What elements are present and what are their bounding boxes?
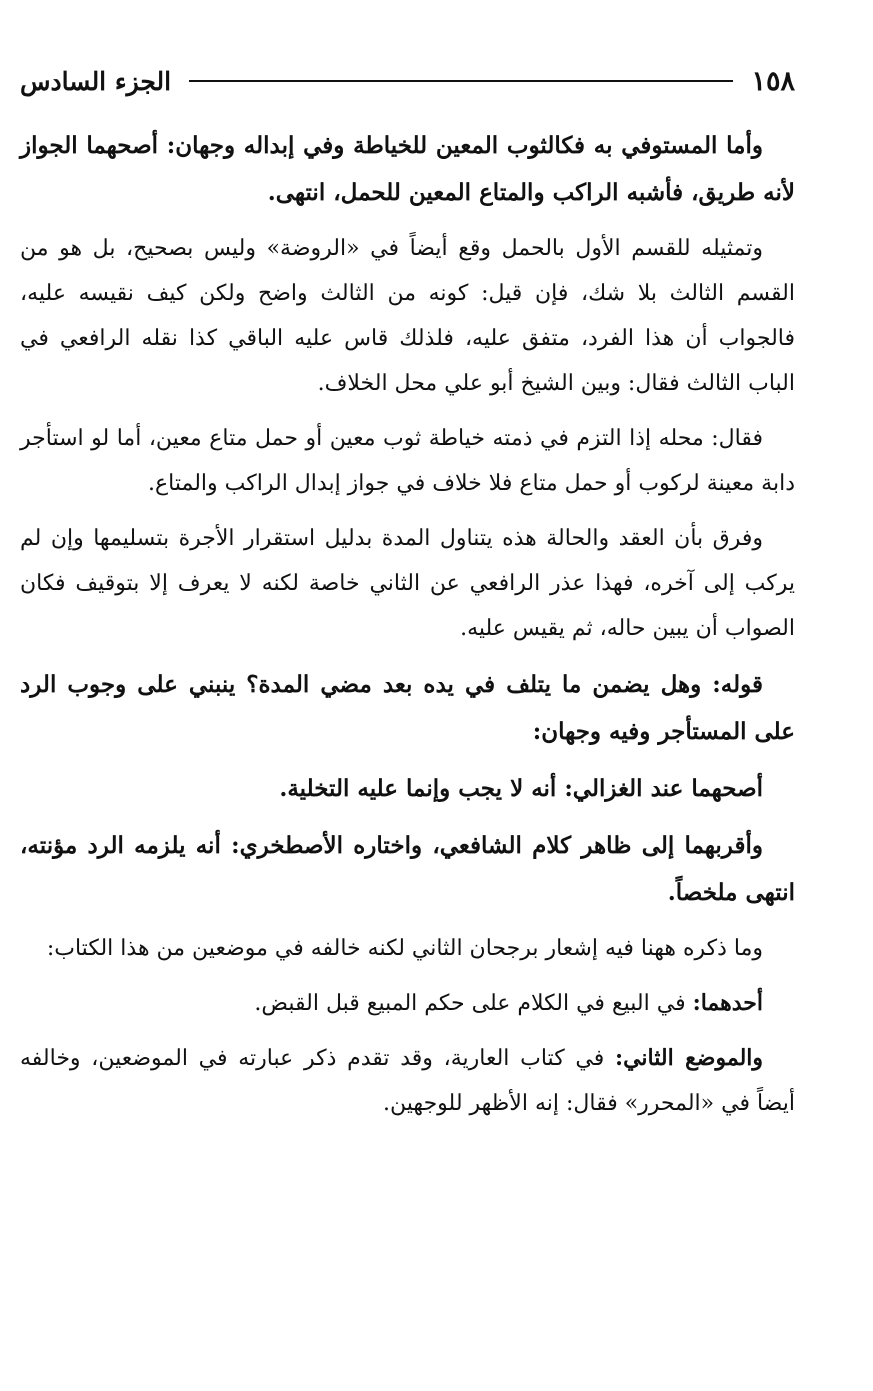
page-number: ١٥٨: [751, 65, 795, 97]
paragraph-text: في البيع في الكلام على حكم المبيع قبل القبض.: [254, 991, 693, 1016]
paragraph-lead: والموضع الثاني:: [614, 1045, 764, 1071]
header-rule: [189, 80, 733, 82]
paragraph-text: وأما المستوفي به فكالثوب المعين للخياطة وفي إبداله وجهان: أصحهما الجواز لأنه طريق، فأشبه الراكب والمتاع المعين للحمل، انتهى.: [20, 132, 795, 206]
paragraph: [20, 765, 795, 812]
paragraph-text: في كتاب العارية، وقد تقدم ذكر عبارته في الموضعين، وخالفه أيضاً في «المحرر» فقال: إنه الأظهر للوجهين.: [20, 1046, 795, 1116]
running-title: الجزء السادس: [20, 66, 172, 96]
paragraph-text: وأقربهما إلى ظاهر كلام الشافعي، واختاره الأصطخري: أنه يلزمه الرد مؤنته، انتهى ملخصاً.: [20, 832, 795, 906]
paragraph: [20, 516, 795, 651]
paragraph-text: أصحهما عند الغزالي: أنه لا يجب وإنما عليه التخلية.: [279, 775, 763, 802]
page-body: [20, 122, 795, 1126]
paragraph-text: وفرق بأن العقد والحالة هذه يتناول المدة بدليل استقرار الأجرة بتسليمها وإن لم يركب إلى آخره، فهذا عذر الرافعي عن الثاني خاصة لكنه لا يعرف إلا بتوقيف فكان الصواب أن يبين حاله، ثم يقيس عليه.: [20, 526, 795, 641]
paragraph: [20, 122, 795, 216]
paragraph-text: وتمثيله للقسم الأول بالحمل وقع أيضاً في «الروضة» وليس بصحيح، بل هو من القسم الثالث بلا شك، فإن قيل: كونه من الثالث واضح ولكن كيف نقيسه عليه، فالجواب أن هذا الفرد، متفق عليه، فلذلك قاس عليه الباقي كذا نقله الرافعي في الباب الثالث فقال: وبين الشيخ أبو علي محل الخلاف.: [20, 236, 796, 396]
book-page: [20, 60, 795, 1136]
paragraph: [20, 981, 795, 1026]
paragraph-text: وما ذكره ههنا فيه إشعار برجحان الثاني لكنه خالفه في موضعين من هذا الكتاب:: [46, 936, 763, 961]
paragraph: [20, 926, 795, 971]
paragraph-text: قوله: وهل يضمن ما يتلف في يده بعد مضي المدة؟ ينبني على وجوب الرد على المستأجر وفيه وجهان:: [20, 671, 795, 745]
paragraph-text: فقال: محله إذا التزم في ذمته خياطة ثوب معين أو حمل متاع معين، أما لو استأجر دابة معينة لركوب أو حمل متاع فلا خلاف في جواز إبدال الراكب والمتاع.: [20, 426, 795, 496]
paragraph: [20, 822, 795, 916]
paragraph: [20, 226, 795, 406]
paragraph: [20, 661, 795, 755]
paragraph-lead: أحدهما:: [692, 990, 763, 1016]
paragraph: [20, 416, 795, 506]
page-header: [20, 60, 795, 102]
paragraph: [20, 1036, 795, 1126]
